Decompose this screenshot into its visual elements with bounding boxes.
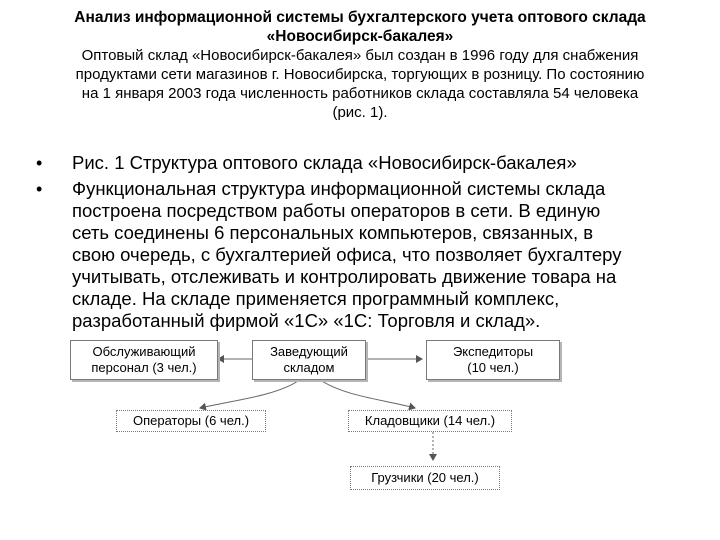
intro-line-3: на 1 января 2003 года численность работников склада составляла 54 человека (81, 85, 639, 102)
title-line-1: Анализ информационной системы бухгалтерского учета оптового склада (74, 9, 646, 26)
service-staff-box (70, 340, 218, 380)
bullet-text-line: свою очередь, с бухгалтерией офиса, что позволяет бухгалтеру (72, 244, 622, 265)
bullet-figure-caption (28, 152, 692, 174)
bullet-text-line: сеть соединены 6 персональных компьютеров, связанных, в (72, 222, 594, 243)
forwarders-line-1: Экспедиторы (452, 344, 534, 359)
storekeepers-box (348, 410, 512, 432)
bullet-text-line: разработанный фирмой «1С» «1С: Торговля и склад». (72, 310, 541, 331)
heading-block (40, 8, 680, 122)
arrow-to-operators (200, 381, 298, 408)
bullet-text-line: Рис. 1 Структура оптового склада «Новосибирск-бакалея» (72, 152, 577, 173)
bullet-text-line: построена посредством работы операторов в сети. В единую (72, 200, 601, 221)
bullet-marker: • (36, 179, 43, 199)
service-staff-line-2: персонал (3 чел.) (91, 360, 197, 375)
forwarders-line-2: (10 чел.) (467, 360, 519, 375)
arrow-to-storekeepers (322, 381, 415, 408)
intro-line-2: продуктами сети магазинов г. Новосибирска, торгующих в розницу. По состоянию (75, 66, 645, 83)
loaders-label: Грузчики (20 чел.) (371, 470, 479, 485)
loaders-box (350, 466, 500, 490)
operators-box (116, 410, 266, 432)
bullet-text-line: учитывать, отслеживать и контролировать движение товара на (72, 266, 617, 287)
forwarders-box (426, 340, 560, 380)
intro-line-1: Оптовый склад «Новосибирск-бакалея» был создан в 1996 году для снабжения (81, 47, 639, 64)
storekeepers-label: Кладовщики (14 чел.) (364, 413, 496, 428)
title-line-2: «Новосибирск-бакалея» (266, 28, 454, 45)
manager-line-1: Заведующий (270, 344, 348, 359)
bullet-functional-structure (28, 178, 692, 332)
intro-line-4: (рис. 1). (332, 104, 388, 121)
service-staff-line-1: Обслуживающий (92, 344, 196, 359)
bullet-text-line: Функциональная структура информационной системы склада (72, 178, 606, 199)
bullet-text-line: складе. На складе применяется программный комплекс, (72, 288, 560, 309)
bullet-list (28, 152, 692, 336)
warehouse-structure-diagram (60, 328, 660, 528)
manager-line-2: складом (283, 360, 335, 375)
operators-label: Операторы (6 чел.) (132, 413, 250, 428)
manager-box (252, 340, 366, 380)
bullet-marker: • (36, 153, 43, 173)
